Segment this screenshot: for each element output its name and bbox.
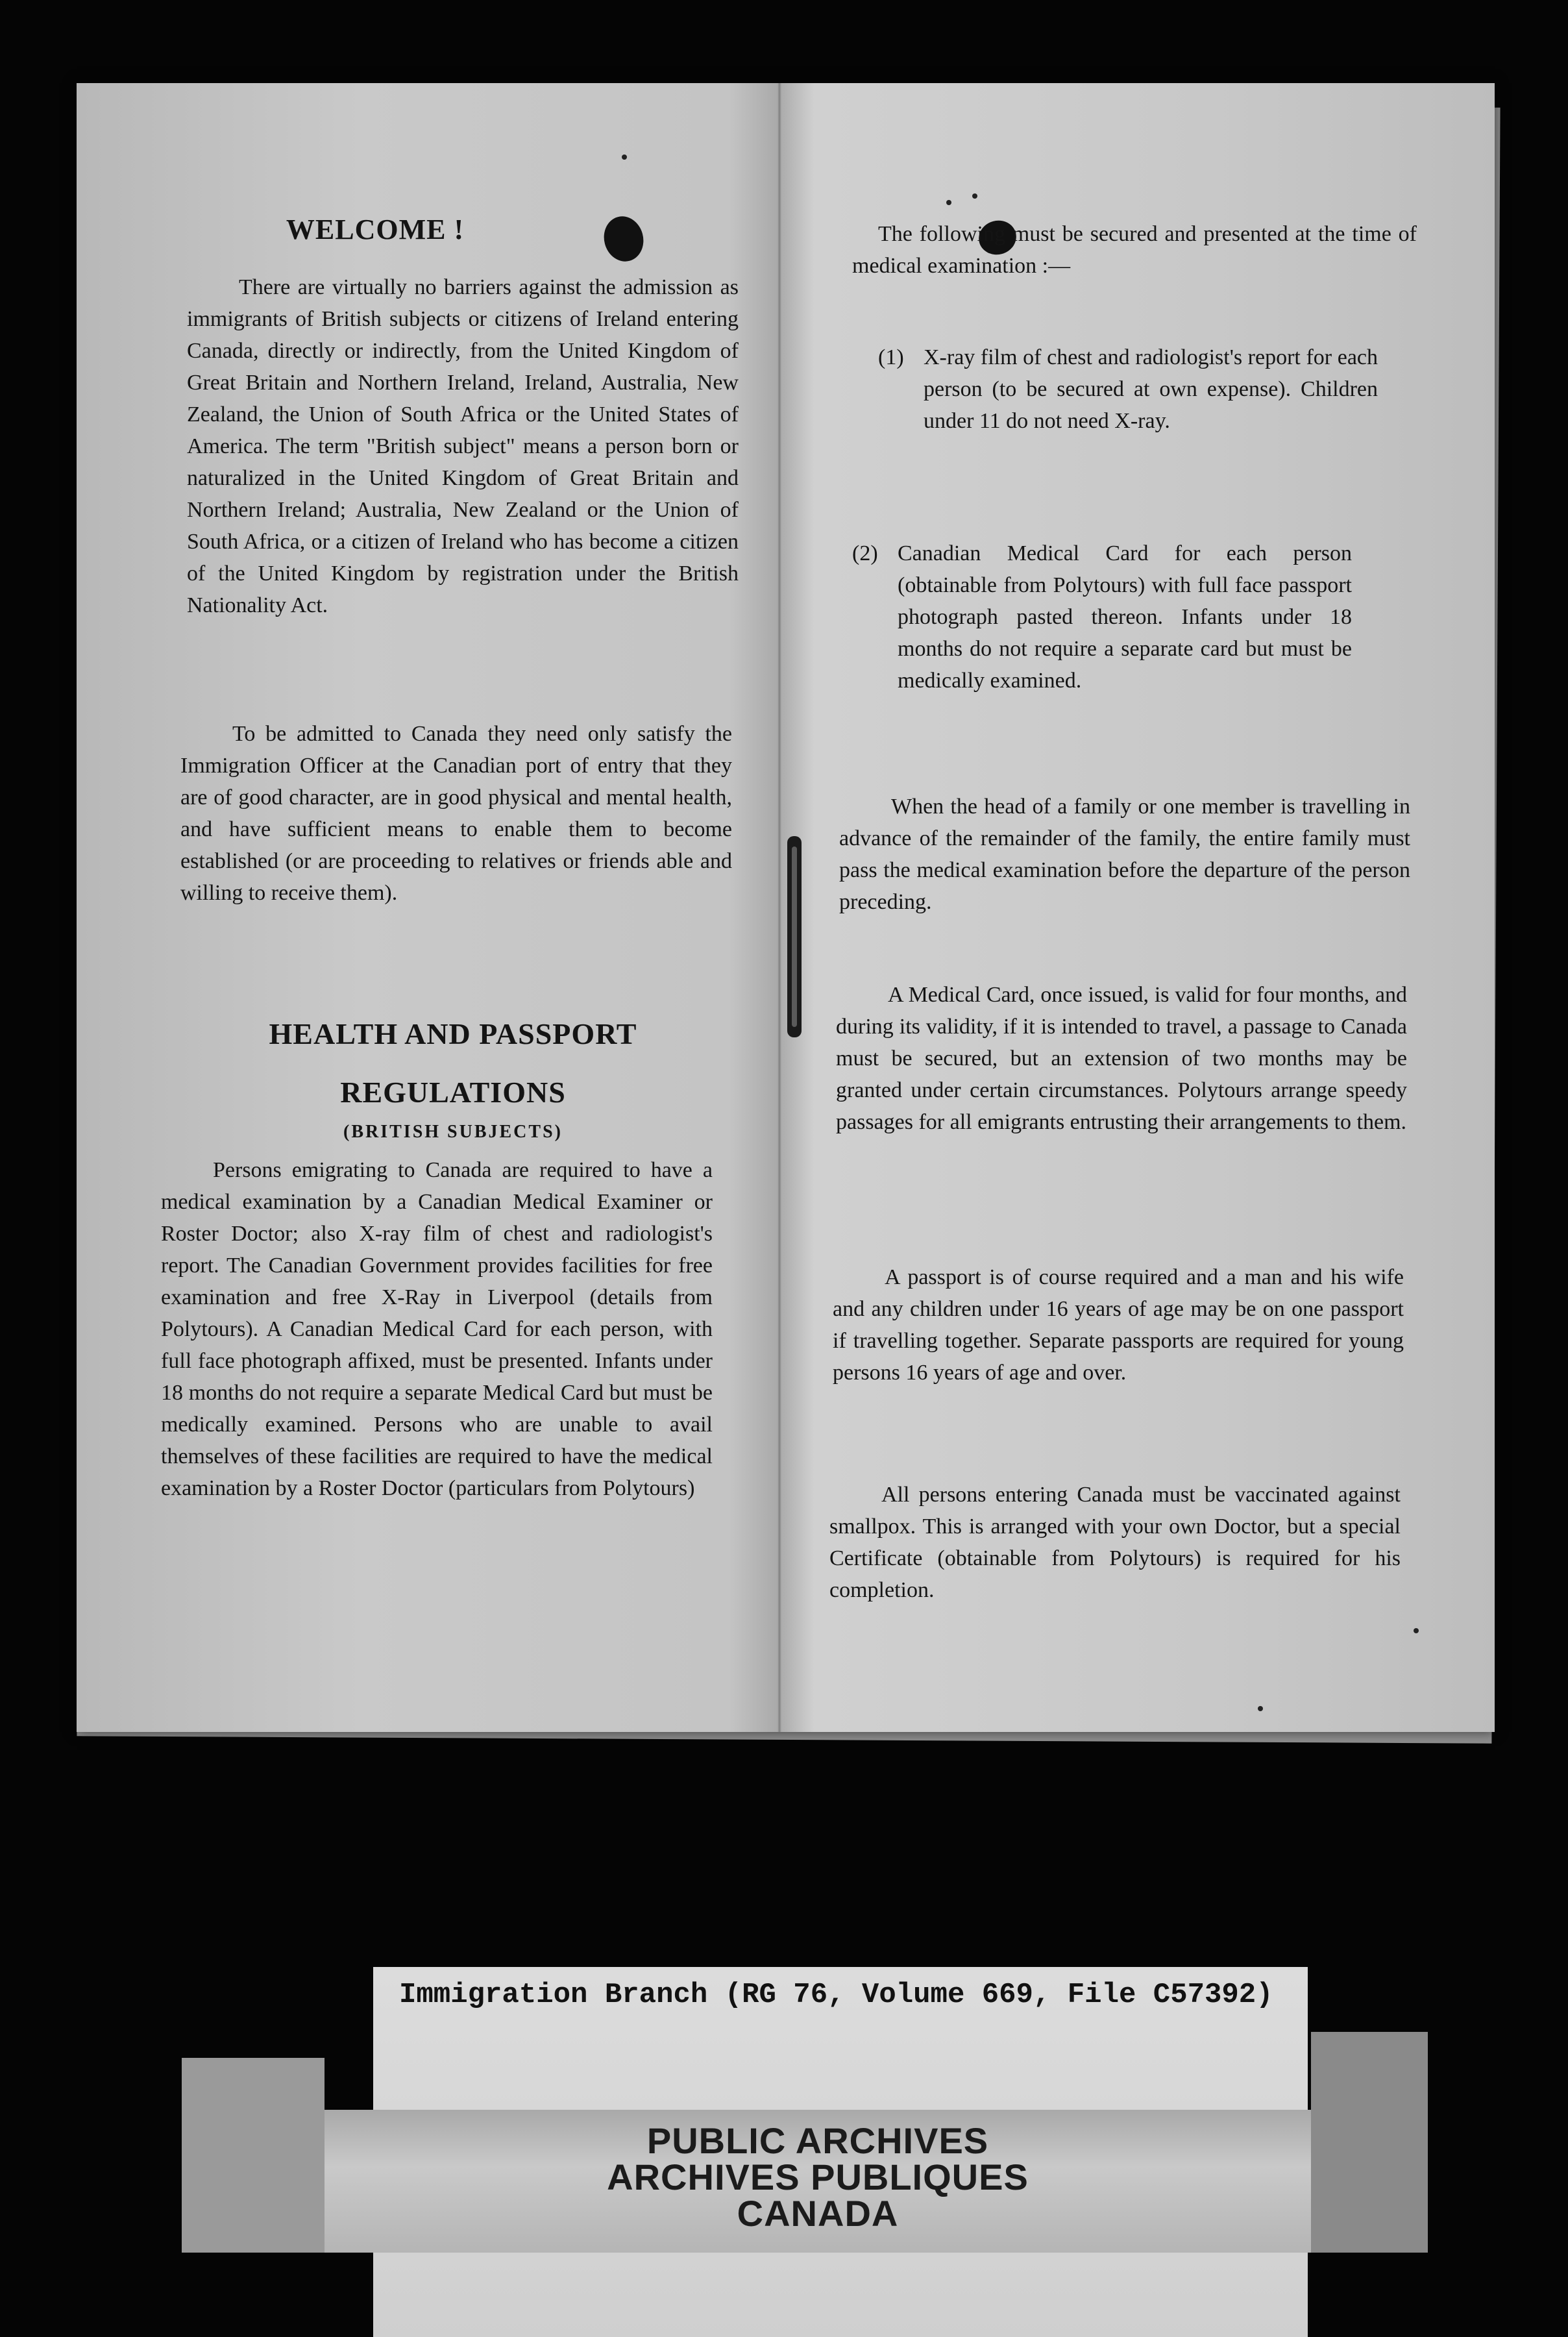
speck	[946, 200, 951, 205]
requirement-item	[852, 538, 1378, 706]
archive-reference: Immigration Branch (RG 76, Volume 669, File C57392)	[399, 1979, 1273, 2011]
speck	[622, 155, 627, 160]
vaccination-paragraph: All persons entering Canada must be vaccinated against smallpox. This is arranged with your own Doctor, but a special Certificate (obtainable from Polytours) is required for his completion.	[829, 1483, 1401, 1602]
tape-piece	[182, 2058, 325, 2253]
speck	[1414, 1628, 1419, 1633]
health-title-line-1: HEALTH AND PASSPORT	[269, 1017, 637, 1050]
ink-blot	[599, 212, 648, 266]
requirement-number: (1)	[878, 345, 904, 369]
health-title-line-2: REGULATIONS	[340, 1076, 566, 1109]
stamp-line-2: ARCHIVES PUBLIQUES	[607, 2157, 1029, 2197]
public-archives-stamp	[325, 2120, 1311, 2234]
passport-paragraph: A passport is of course required and a man and his wife and any children under 16 years of age may be on one passport if travelling together. Separate passports are required for young persons 16 years of age and over.	[833, 1265, 1404, 1385]
british-subjects-subtitle: (BRITISH SUBJECTS)	[343, 1122, 563, 1142]
requirement-text: Canadian Medical Card for each person (obtainable from Polytours) with full face passport photograph pasted thereon. Infants under 18 months do not require a separate card but must be medically examined.	[898, 541, 1352, 693]
medical-examination-paragraph: Persons emigrating to Canada are required to have a medical examination by a Canadian Medical Examiner or Roster Doctor; also X-ray film of chest and radiologist's report. The Canadian Government provides facilities for free examination and free X-Ray in Liverpool (details from Polytours). A Canadian Medical Card for each person, with full face photograph affixed, must be presented. Infants under 18 months do not require a separate Medical Card but must be medically examined. Persons who are unable to avail themselves of these facilities are required to have the medical examination by a Roster Doctor (particulars from Polytours)	[161, 1158, 713, 1500]
speck	[972, 193, 977, 199]
speck	[1258, 1706, 1263, 1711]
welcome-paragraph: There are virtually no barriers against the admission as immigrants of British subjects or citizens of Ireland entering Canada, directly or indirectly, from the United Kingdom of Great Britain and Northern Ireland, Ireland, Australia, New Zealand, the Union of South Africa or the United States of America. The term "British subject" means a person born or naturalized in the United Kingdom of Great Britain and Northern Ireland; Australia, New Zealand or the Union of South Africa, or a citizen of Ireland who has become a citizen of the United Kingdom by registration under the British Nationality Act.	[187, 275, 739, 617]
welcome-title: WELCOME !	[286, 214, 465, 245]
admission-paragraph: To be admitted to Canada they need only satisfy the Immigration Officer at the Canadian port of entry that they are of good character, are in good physical and mental health, and have sufficient means to enable them to become established (or are proceeding to relatives or friends able and willing to receive them).	[180, 722, 732, 905]
family-paragraph: When the head of a family or one member is travelling in advance of the remainder of the family, the entire family must pass the medical examination before the departure of the person preceding.	[839, 795, 1410, 914]
stamp-line-3: CANADA	[737, 2193, 899, 2234]
requirements-intro: The following must be secured and presented at the time of medical examination :—	[852, 222, 1417, 278]
booklet-gutter	[778, 83, 781, 1732]
booklet-spread	[77, 83, 1495, 1732]
requirement-item	[878, 341, 1404, 471]
health-passport-title	[180, 1005, 726, 1122]
medical-card-paragraph: A Medical Card, once issued, is valid for four months, and during its validity, if it is intended to travel, a passage to Canada must be secured, but an extension of two months may be granted under certain circumstances. Polytours arrange speedy passages for all emigrants entrusting their arrangements to them.	[836, 983, 1407, 1134]
requirement-text: X-ray film of chest and radiologist's report for each person (to be secured at own expense). Children under 11 do not need X-ray.	[924, 345, 1378, 433]
stamp-line-1: PUBLIC ARCHIVES	[646, 2120, 989, 2161]
staple	[787, 836, 802, 1037]
requirement-number: (2)	[852, 541, 878, 565]
tape-piece	[1311, 2032, 1428, 2253]
